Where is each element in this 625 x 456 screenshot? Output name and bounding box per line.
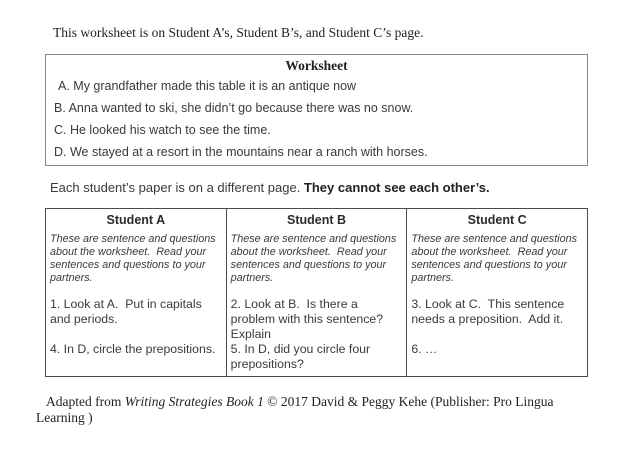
student-a-header: Student A xyxy=(106,213,166,227)
student-c-column xyxy=(407,209,587,376)
worksheet-box xyxy=(45,54,588,166)
worksheet-sentence-c: C. He looked his watch to see the time. xyxy=(54,123,271,137)
attribution-suffix: © 2017 David & Peggy Kehe (Publisher: Pro Lingua Learning ) xyxy=(36,394,554,425)
students-table xyxy=(45,208,588,377)
page-intro-text: This worksheet is on Student A’s, Student B’s, and Student C’s page. xyxy=(53,25,424,40)
attribution-text xyxy=(36,394,584,426)
attribution-prefix: Adapted from xyxy=(46,394,125,409)
student-b-instructions: These are sentence and questions about the worksheet. Read your sentences and questions to your partners. xyxy=(230,233,400,284)
student-c-instructions: These are sentence and questions about the worksheet. Read your sentences and questions to your partners. xyxy=(411,233,581,284)
student-a-column xyxy=(46,209,227,376)
worksheet-sentence-b: B. Anna wanted to ski, she didn’t go because there was no snow. xyxy=(54,101,414,115)
student-a-question-4: 4. In D, circle the prepositions. xyxy=(50,342,216,356)
worksheet-sentence-a: A. My grandfather made this table it is an antique now xyxy=(58,79,357,93)
directions-regular-part: Each student’s paper is on a different page. xyxy=(50,180,304,195)
student-a-question-1: 1. Look at A. Put in capitals and periods. xyxy=(50,297,206,326)
student-c-question-3: 3. Look at C. This sentence needs a preposition. Add it. xyxy=(411,297,568,326)
worksheet-title: Worksheet xyxy=(285,58,348,73)
attribution-book-title: Writing Strategies Book 1 xyxy=(124,394,264,409)
student-b-question-5: 5. In D, did you circle four prepositions? xyxy=(230,342,374,371)
student-b-header: Student B xyxy=(286,213,347,227)
student-c-header: Student C xyxy=(467,213,527,227)
student-a-instructions: These are sentence and questions about the worksheet. Read your sentences and questions to your partners. xyxy=(50,233,219,284)
student-b-question-2: 2. Look at B. Is there a problem with this sentence? Explain xyxy=(230,297,387,341)
worksheet-sentence-d: D. We stayed at a resort in the mountains near a ranch with horses. xyxy=(54,145,428,159)
student-b-column xyxy=(227,209,408,376)
student-c-question-6: 6. … xyxy=(411,342,438,356)
directions-text xyxy=(50,180,490,195)
directions-bold-part: They cannot see each other’s. xyxy=(303,180,490,195)
